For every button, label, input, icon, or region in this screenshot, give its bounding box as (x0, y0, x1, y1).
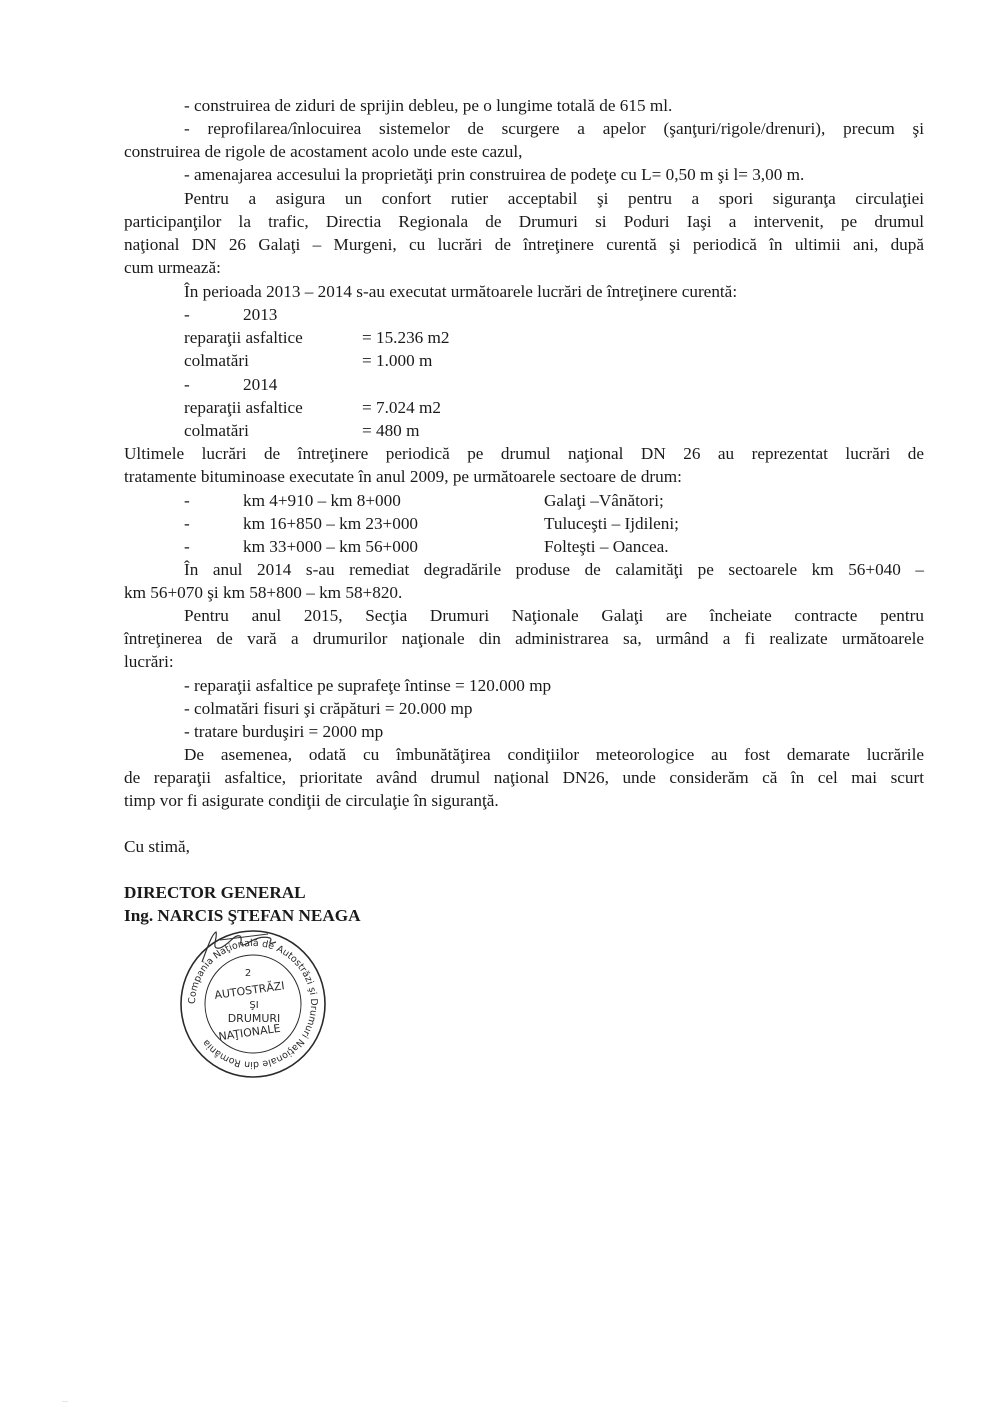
year-dash: - (184, 305, 190, 324)
para2015-line-3: lucrări: (124, 652, 174, 671)
intro-line-1: - construirea de ziduri de sprijin debleu, pe o lungime totală de 615 ml. (184, 96, 673, 115)
page-footer-mark: … (62, 1398, 68, 1404)
stamp-text-line: DRUMURI (227, 1012, 281, 1025)
signatory-title: DIRECTOR GENERAL (124, 883, 306, 902)
para2015-line-2: întreţinerea de vară a drumurilor naţionale din administrarea sa, urmând a fi realizate următoarele (124, 629, 924, 648)
closing-line-3: timp vor fi asigurate condiţii de circulaţie în siguranţă. (124, 791, 499, 810)
official-stamp (178, 928, 328, 1080)
sector-km: km 4+910 – km 8+000 (243, 491, 401, 510)
intro-line-4: - amenajarea accesului la proprietăţi prin construirea de podeţe cu L= 0,50 m şi l= 3,00 m. (184, 165, 805, 184)
signatory-name: Ing. NARCIS ŞTEFAN NEAGA (124, 906, 361, 925)
stamp-text-line: AUTOSTRĂZI (213, 979, 286, 1002)
sector-place: Galaţi –Vânători; (544, 491, 664, 510)
sector-dash: - (184, 537, 190, 556)
sector-place: Folteşti – Oancea. (544, 537, 669, 556)
work-value: = 15.236 m2 (362, 328, 450, 347)
sector-km: km 33+000 – km 56+000 (243, 537, 419, 556)
para2015-line-1: Pentru anul 2015, Secţia Drumuri Naţionale Galaţi are încheiate contracte pentru (184, 606, 924, 625)
sector-dash: - (184, 514, 190, 533)
para2014-line-2: km 56+070 şi km 58+800 – km 58+820. (124, 583, 403, 602)
closing-line-2: de reparaţii asfaltice, prioritate având drumul naţional DN26, unde considerăm că în cel mai scurt (124, 768, 924, 787)
para1-line-1: Pentru a asigura un confort rutier acceptabil şi pentru a spori siguranţa circulaţiei (184, 189, 924, 208)
intro-line-2: - reprofilarea/înlocuirea sistemelor de scurgere a apelor (şanţuri/rigole/drenuri), precum şi (184, 119, 924, 138)
stamp-number: 2 (244, 968, 252, 979)
work-label: colmatări (184, 421, 249, 440)
current-intro: În perioada 2013 – 2014 s-au executat următoarele lucrări de întreţinere curentă: (184, 282, 738, 301)
para1-line-4: cum urmează: (124, 258, 221, 277)
work-label: reparaţii asfaltice (184, 398, 303, 417)
salutation: Cu stimă, (124, 837, 190, 856)
closing-line-1: De asemenea, odată cu îmbunătăţirea condiţiilor meteorologice au fost demarate lucrările (184, 745, 924, 764)
stamp-text-line: ŞI (249, 1000, 259, 1011)
para2015-item: - colmatări fisuri şi crăpături = 20.000 mp (184, 699, 473, 718)
intro-line-3: construirea de rigole de acostament acolo unde este cazul, (124, 142, 523, 161)
sector-place: Tuluceşti – Ijdileni; (544, 514, 679, 533)
para2015-item: - tratare burduşiri = 2000 mp (184, 722, 384, 741)
work-value: = 1.000 m (362, 351, 433, 370)
para2015-item: - reparaţii asfaltice pe suprafeţe întinse = 120.000 mp (184, 676, 552, 695)
year-label: 2013 (243, 305, 278, 324)
sector-km: km 16+850 – km 23+000 (243, 514, 419, 533)
stamp-ring-text: Compania Naţională de Autostrăzi şi Drumuri Naţionale din România (186, 937, 320, 1071)
stamp-text-line: NAŢIONALE (217, 1021, 282, 1044)
para1-line-3: naţional DN 26 Galaţi – Murgeni, cu lucrări de întreţinere curentă şi periodică în ultimii ani, după (124, 235, 924, 254)
periodic-line-1: Ultimele lucrări de întreţinere periodică pe drumul naţional DN 26 au reprezentat lucrări de (124, 444, 924, 463)
work-value: = 480 m (362, 421, 420, 440)
para2014-line-1: În anul 2014 s-au remediat degradările produse de calamităţi pe sectoarele km 56+040 – (184, 560, 924, 579)
work-label: reparaţii asfaltice (184, 328, 303, 347)
work-label: colmatări (184, 351, 249, 370)
periodic-line-2: tratamente bituminoase executate în anul 2009, pe următoarele sectoare de drum: (124, 467, 682, 486)
work-value: = 7.024 m2 (362, 398, 441, 417)
para1-line-2: participanţilor la trafic, Directia Regionala de Drumuri si Poduri Iaşi a intervenit, pe drumul (124, 212, 924, 231)
year-label: 2014 (243, 375, 278, 394)
year-dash: - (184, 375, 190, 394)
sector-dash: - (184, 491, 190, 510)
